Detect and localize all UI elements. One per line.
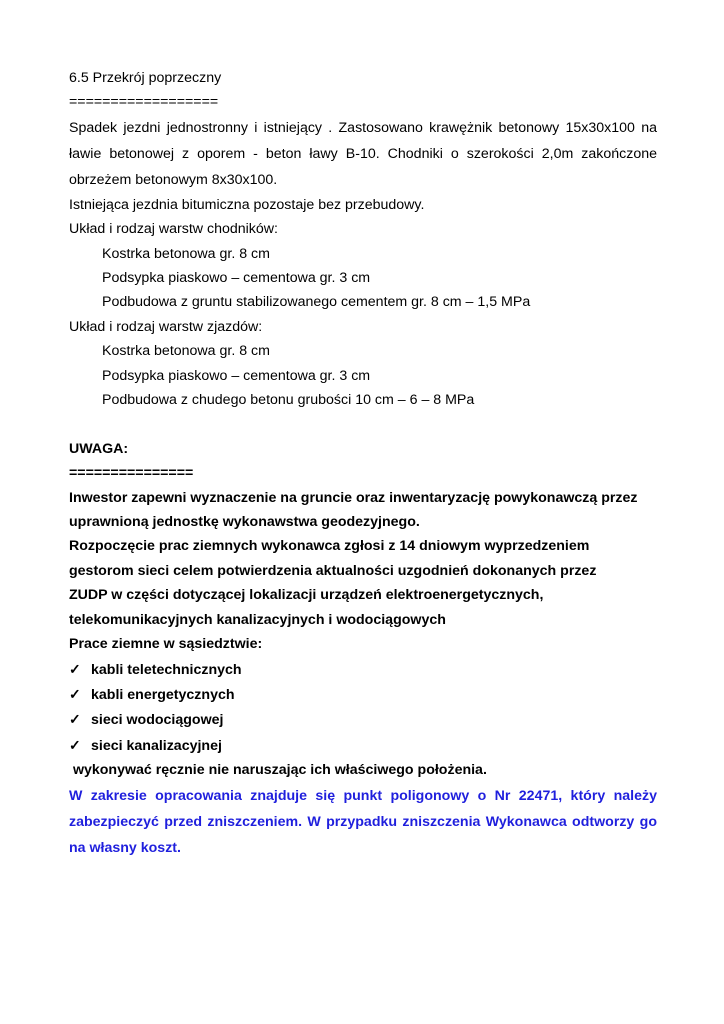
sidewalk-layers-list: [69, 242, 657, 315]
warning-section: [69, 437, 657, 783]
list-item-text: Podbudowa z gruntu stabilizowanego cementem gr. 8 cm – 1,5 MPa: [102, 294, 531, 311]
list-item: [69, 733, 657, 758]
checkmark-icon: ✓: [69, 736, 81, 753]
utilities-checklist: [69, 657, 657, 759]
warning-closing: wykonywać ręcznie nie naruszając ich właściwego położenia.: [69, 762, 487, 779]
list-item: [69, 364, 657, 388]
warning-line: uprawnioną jednostkę wykonawstwa geodezyjnego.: [69, 514, 420, 531]
warning-line: Inwestor zapewni wyznaczenie na gruncie oraz inwentaryzację powykonawczą przez: [69, 489, 638, 506]
warning-line: ZUDP w części dotyczącej lokalizacji urządzeń elektroenergetycznych,: [69, 587, 544, 604]
warning-line: telekomunikacyjnych kanalizacyjnych i wodociągowych: [69, 611, 446, 628]
paragraph-curb-description: Spadek jezdni jednostronny i istniejący . Zastosowano krawężnik betonowy 15x30x100 na ławie betonowej z oporem - beton ławy B-10. Chodniki o szerokości 2,0m zakończone obrzeżem betonowym 8x30x100.: [69, 119, 657, 188]
list-item: [69, 290, 657, 314]
list-item-text: Kostrka betonowa gr. 8 cm: [102, 343, 270, 360]
section-underline: ==================: [69, 94, 219, 111]
paragraph-existing-road: Istniejąca jezdnia bitumiczna pozostaje bez przebudowy.: [69, 196, 425, 213]
checkmark-icon: ✓: [69, 685, 81, 702]
list-item-text: kabli teletechnicznych: [91, 661, 242, 678]
warning-line: gestorom sieci celem potwierdzenia aktualności uzgodnień dokonanych przez: [69, 562, 597, 579]
list-item-text: Podsypka piaskowo – cementowa gr. 3 cm: [102, 270, 371, 287]
list-item: [69, 339, 657, 363]
driveway-layers-list: [69, 339, 657, 412]
list-item-text: kabli energetycznych: [91, 686, 235, 703]
list-item: [69, 707, 657, 732]
warning-underline: ===============: [69, 465, 194, 482]
survey-point-note: W zakresie opracowania znajduje się punkt poligonowy o Nr 22471, który należy zabezpieczyć przed zniszczeniem. W przypadku zniszczenia Wykonawca odtworzy go na własny koszt.: [69, 787, 657, 856]
list-item-text: sieci wodociągowej: [91, 712, 224, 729]
checkmark-icon: ✓: [69, 711, 81, 728]
driveway-layers-heading: Układ i rodzaj warstw zjazdów:: [69, 318, 263, 335]
warning-line: Rozpoczęcie prac ziemnych wykonawca zgłosi z 14 dniowym wyprzedzeniem: [69, 538, 590, 555]
list-item: [69, 266, 657, 290]
list-item: [69, 242, 657, 266]
document-page: [69, 66, 657, 861]
list-item-text: Podsypka piaskowo – cementowa gr. 3 cm: [102, 367, 371, 384]
spacer: [69, 412, 657, 436]
list-item: [69, 682, 657, 707]
warning-line: Prace ziemne w sąsiedztwie:: [69, 636, 263, 653]
list-item: [69, 388, 657, 412]
checkmark-icon: ✓: [69, 660, 81, 677]
list-item: [69, 657, 657, 682]
list-item-text: Kostrka betonowa gr. 8 cm: [102, 245, 270, 262]
list-item-text: Podbudowa z chudego betonu grubości 10 cm – 6 – 8 MPa: [102, 392, 475, 409]
section-title: 6.5 Przekrój poprzeczny: [69, 70, 222, 86]
warning-title: UWAGA:: [69, 440, 129, 457]
list-item-text: sieci kanalizacyjnej: [91, 737, 222, 754]
sidewalk-layers-heading: Układ i rodzaj warstw chodników:: [69, 221, 278, 238]
